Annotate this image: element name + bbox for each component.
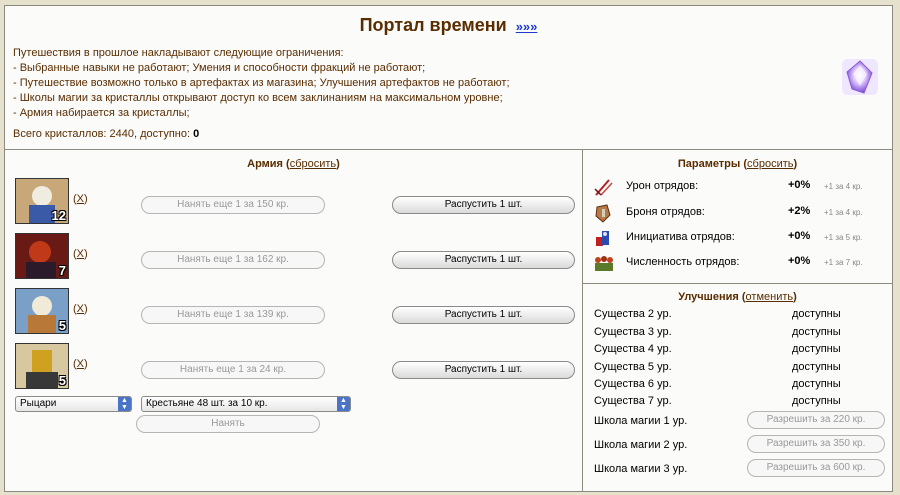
upgrade-creature-status: доступны (792, 395, 841, 407)
dismiss-button[interactable]: Распустить 1 шт. (392, 196, 575, 214)
params-header: Параметры (сбросить) (677, 158, 798, 170)
faction-select-value: Рыцари (20, 398, 57, 409)
restrictions-text (13, 46, 833, 121)
unit-remove-link[interactable]: (X) (73, 358, 88, 370)
intro-line: - Выбранные навыки не работают; Умения и способности фракций не работают; (13, 62, 426, 74)
intro-line: Путешествия в прошлое накладывают следующие ограничения: (13, 47, 344, 59)
creature-select-value: Крестьяне 48 шт. за 10 кр. (146, 398, 268, 409)
divider (582, 149, 583, 492)
shield-armor-icon (593, 203, 615, 223)
army-unit-row (15, 288, 575, 334)
hire-more-button[interactable]: Нанять еще 1 за 139 кр. (141, 306, 325, 324)
magic-school-label: Школа магии 1 ур. (594, 415, 688, 427)
unit-portrait[interactable] (15, 233, 69, 279)
portal-panel (4, 5, 893, 492)
param-label: Урон отрядов: (626, 180, 699, 192)
allow-magic-school-button[interactable]: Разрешить за 350 кр. (747, 435, 885, 453)
army-unit-row (15, 178, 575, 224)
param-label: Инициатива отрядов: (626, 231, 735, 243)
param-value: +2% (788, 205, 811, 217)
param-value: +0% (788, 255, 811, 267)
upgrade-creature-status: доступны (792, 326, 841, 338)
upgrades-cancel-link[interactable]: отменить (745, 291, 794, 303)
upgrade-creature-status: доступны (792, 343, 841, 355)
param-value: +0% (788, 230, 811, 242)
intro-line: - Армия набирается за кристаллы; (13, 107, 190, 119)
allow-magic-school-button[interactable]: Разрешить за 600 кр. (747, 459, 885, 477)
hire-more-button[interactable]: Нанять еще 1 за 162 кр. (141, 251, 325, 269)
title-more-link[interactable]: »»» (515, 19, 538, 34)
param-cost: +1 за 4 кр. (824, 182, 863, 191)
allow-magic-school-button[interactable]: Разрешить за 220 кр. (747, 411, 885, 429)
upgrade-creature-status: доступны (792, 378, 841, 390)
unit-count: 12 (51, 208, 66, 223)
unit-remove-link[interactable]: (X) (73, 248, 88, 260)
army-reset-link[interactable]: сбросить (289, 158, 337, 170)
magic-school-label: Школа магии 3 ур. (594, 463, 688, 475)
army-header: Армия (сбросить) (247, 158, 340, 170)
param-row-initiative (593, 228, 888, 248)
param-cost: +1 за 5 кр. (824, 233, 863, 242)
creature-select[interactable] (141, 396, 351, 412)
upgrade-creature-status: доступны (792, 308, 841, 320)
select-arrows-icon: ▲ ▼ (337, 397, 350, 411)
intro-line: - Путешествие возможно только в артефактах из магазина; Улучшения артефактов не работают; (13, 77, 510, 89)
magic-school-label: Школа магии 2 ур. (594, 439, 688, 451)
unit-remove-link[interactable]: (X) (73, 193, 88, 205)
upgrade-creature-label: Существа 2 ур. (594, 308, 672, 320)
upgrade-creature-label: Существа 6 ур. (594, 378, 672, 390)
troops-count-icon (593, 253, 615, 273)
unit-remove-link[interactable]: (X) (73, 303, 88, 315)
faction-select[interactable] (15, 396, 132, 412)
crystal-icon (839, 56, 881, 98)
hire-more-button[interactable]: Нанять еще 1 за 24 кр. (141, 361, 325, 379)
unit-remove-label: X (76, 303, 85, 315)
page-title-text: Портал времени (359, 15, 507, 35)
divider (5, 149, 892, 150)
crystals-total (13, 128, 199, 140)
unit-count: 7 (58, 263, 66, 278)
crystals-available-value: 0 (193, 128, 200, 140)
upgrade-creature-label: Существа 5 ур. (594, 361, 672, 373)
crystals-total-label: Всего кристаллов: 2440, доступно: (13, 128, 191, 140)
param-cost: +1 за 4 кр. (824, 208, 863, 217)
unit-remove-label: X (76, 248, 85, 260)
dismiss-button[interactable]: Распустить 1 шт. (392, 361, 575, 379)
page-title (5, 15, 892, 36)
divider (582, 283, 893, 284)
dismiss-button[interactable]: Распустить 1 шт. (392, 251, 575, 269)
unit-portrait[interactable] (15, 343, 69, 389)
param-label: Броня отрядов: (626, 206, 705, 218)
params-reset-link[interactable]: сбросить (747, 158, 794, 170)
hire-more-button[interactable]: Нанять еще 1 за 150 кр. (141, 196, 325, 214)
unit-remove-label: X (76, 358, 85, 370)
unit-portrait[interactable] (15, 178, 69, 224)
unit-portrait[interactable] (15, 288, 69, 334)
upgrades-title: Улучшения (678, 291, 739, 303)
param-row-damage (593, 177, 888, 197)
unit-remove-label: X (76, 193, 85, 205)
dismiss-button[interactable]: Распустить 1 шт. (392, 306, 575, 324)
param-value: +0% (788, 179, 811, 191)
param-label: Численность отрядов: (626, 256, 740, 268)
params-title: Параметры (677, 158, 741, 170)
upgrades-header: Улучшения (отменить) (678, 291, 797, 303)
upgrade-creature-status: доступны (792, 361, 841, 373)
upgrade-creature-label: Существа 7 ур. (594, 395, 672, 407)
hire-button[interactable]: Нанять (136, 415, 320, 433)
sword-damage-icon (593, 177, 615, 197)
army-unit-row (15, 233, 575, 279)
army-title: Армия (247, 158, 283, 170)
upgrade-creature-label: Существа 3 ур. (594, 326, 672, 338)
army-unit-row (15, 343, 575, 389)
unit-count: 5 (58, 373, 66, 388)
select-arrows-icon: ▲ ▼ (118, 397, 131, 411)
initiative-icon (593, 228, 615, 248)
param-row-armor (593, 203, 888, 223)
param-cost: +1 за 7 кр. (824, 258, 863, 267)
upgrade-creature-label: Существа 4 ур. (594, 343, 672, 355)
param-row-count (593, 253, 888, 273)
intro-line: - Школы магии за кристаллы открывают доступ ко всем заклинаниям на максимальном уровне; (13, 92, 503, 104)
unit-count: 5 (58, 318, 66, 333)
